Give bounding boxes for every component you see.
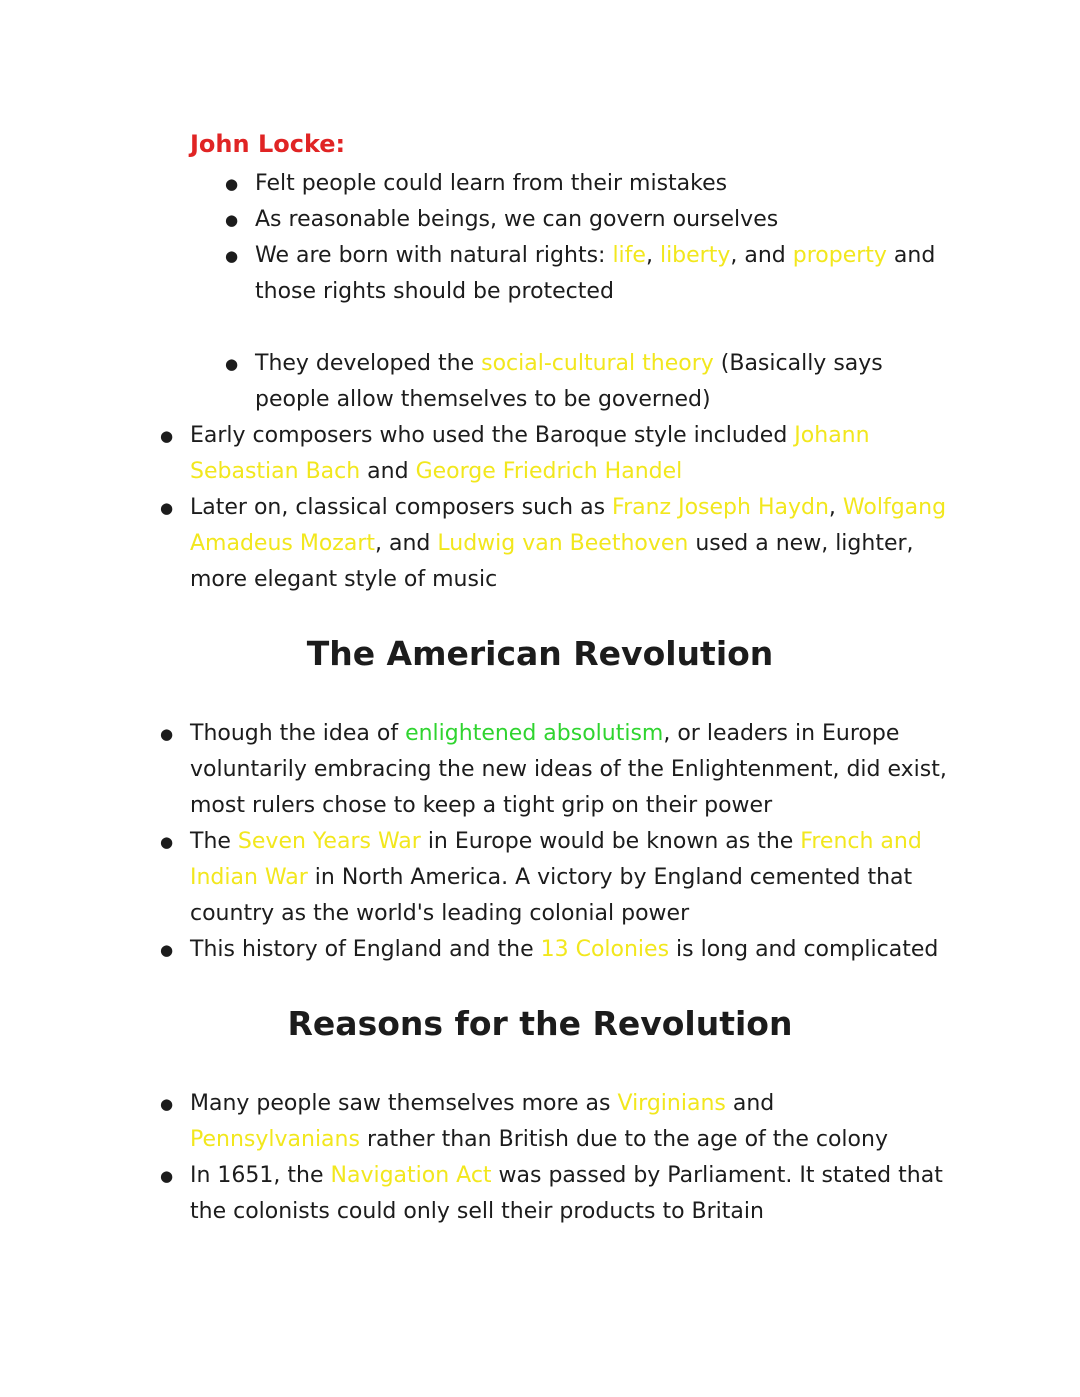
text-run: Felt people could learn from their mistakes [255,171,728,196]
list-item-text [255,238,943,310]
highlight-yellow: Seven Years War [237,829,421,854]
highlight-green: enlightened absolutism [405,721,664,746]
text-run: was passed by Parliament. It stated that the colonists could only sell their products to Britain [190,1163,950,1224]
section-heading-american-revolution: The American Revolution [306,634,774,673]
bullet-dot: ● [225,355,239,373]
bullet-dot: ● [160,833,174,851]
list-item-text [190,1158,950,1230]
section-heading-john-locke: John Locke: [190,130,346,158]
bullet-dot: ● [160,1167,174,1185]
list-item [225,202,937,238]
highlight-yellow: life [612,243,646,268]
bullet-dot: ● [160,1095,174,1113]
text-run: As reasonable beings, we can govern ourselves [255,207,779,232]
bullet-dot: ● [160,427,174,445]
list-item [160,1158,950,1230]
list-item [225,166,937,202]
highlight-yellow: Wolfgang Amadeus Mozart [190,495,954,556]
list-reasons [0,1086,1080,1230]
text-run: This history of England and the [190,937,541,962]
list-item [160,490,954,598]
list-item-text [255,346,937,418]
highlight-yellow: social-cultural theory [481,351,714,376]
section-heading-reasons: Reasons for the Revolution [287,1004,793,1043]
list-item [160,932,950,968]
text-run: is long and complicated [669,937,939,962]
text-run: Later on, classical composers such as [190,495,613,520]
highlight-yellow: Franz Joseph Haydn [612,495,829,520]
text-run: , and [730,243,793,268]
highlight-yellow: Virginians [617,1091,726,1116]
highlight-yellow: George Friedrich Handel [415,459,683,484]
text-run: in Europe would be known as the [420,829,801,854]
text-run: , or leaders in Europe voluntarily embracing the new ideas of the Enlightenment, did exist, most rulers chose to keep a tight grip on their power [190,721,954,818]
text-run: and those rights should be protected [255,243,943,304]
highlight-yellow: Pennsylvanians [190,1127,360,1152]
list-item [225,346,937,418]
text-run: rather than British due to the age of the colony [359,1127,888,1152]
list-american-revolution [0,716,1080,968]
list-item-text [190,490,954,598]
highlight-yellow: Navigation Act [330,1163,492,1188]
highlight-yellow: Ludwig van Beethoven [437,531,689,556]
list-item [160,1086,950,1158]
list-john-locke [0,166,1080,598]
list-item-text [190,716,954,824]
bullet-dot: ● [160,725,174,743]
list-item-text [255,202,937,238]
list-item [225,238,943,310]
list-item-text [190,932,950,968]
bullet-dot: ● [160,499,174,517]
list-item [160,418,950,490]
text-run: , [828,495,843,520]
list-item-text [190,1086,950,1158]
text-run: and [360,459,416,484]
text-run: , [645,243,660,268]
text-run: used a new, lighter, more elegant style of music [190,531,921,592]
bullet-dot: ● [225,247,239,265]
bullet-dot: ● [225,211,239,229]
text-run: Though the idea of [190,721,406,746]
highlight-yellow: French and Indian War [190,829,929,890]
highlight-yellow: property [792,243,887,268]
text-run: , and [375,531,438,556]
text-run: Many people saw themselves more as [190,1091,618,1116]
text-run: and [725,1091,782,1116]
highlight-yellow: liberty [659,243,731,268]
bullet-dot: ● [160,941,174,959]
text-run: They developed the [255,351,482,376]
text-run: The [190,829,238,854]
highlight-yellow: 13 Colonies [540,937,670,962]
text-run: Early composers who used the Baroque style included [190,423,795,448]
list-item-text [190,418,950,490]
list-item [160,824,950,932]
text-run: We are born with natural rights: [255,243,613,268]
text-run: In 1651, the [190,1163,331,1188]
list-item [160,716,954,824]
list-item-text [255,166,937,202]
text-run: (Basically says people allow themselves to be governed) [255,351,890,412]
text-run: in North America. A victory by England cemented that country as the world's leading colonial power [190,865,920,926]
list-item-text [190,824,950,932]
highlight-yellow: Johann Sebastian Bach [190,423,877,484]
bullet-dot: ● [225,175,239,193]
